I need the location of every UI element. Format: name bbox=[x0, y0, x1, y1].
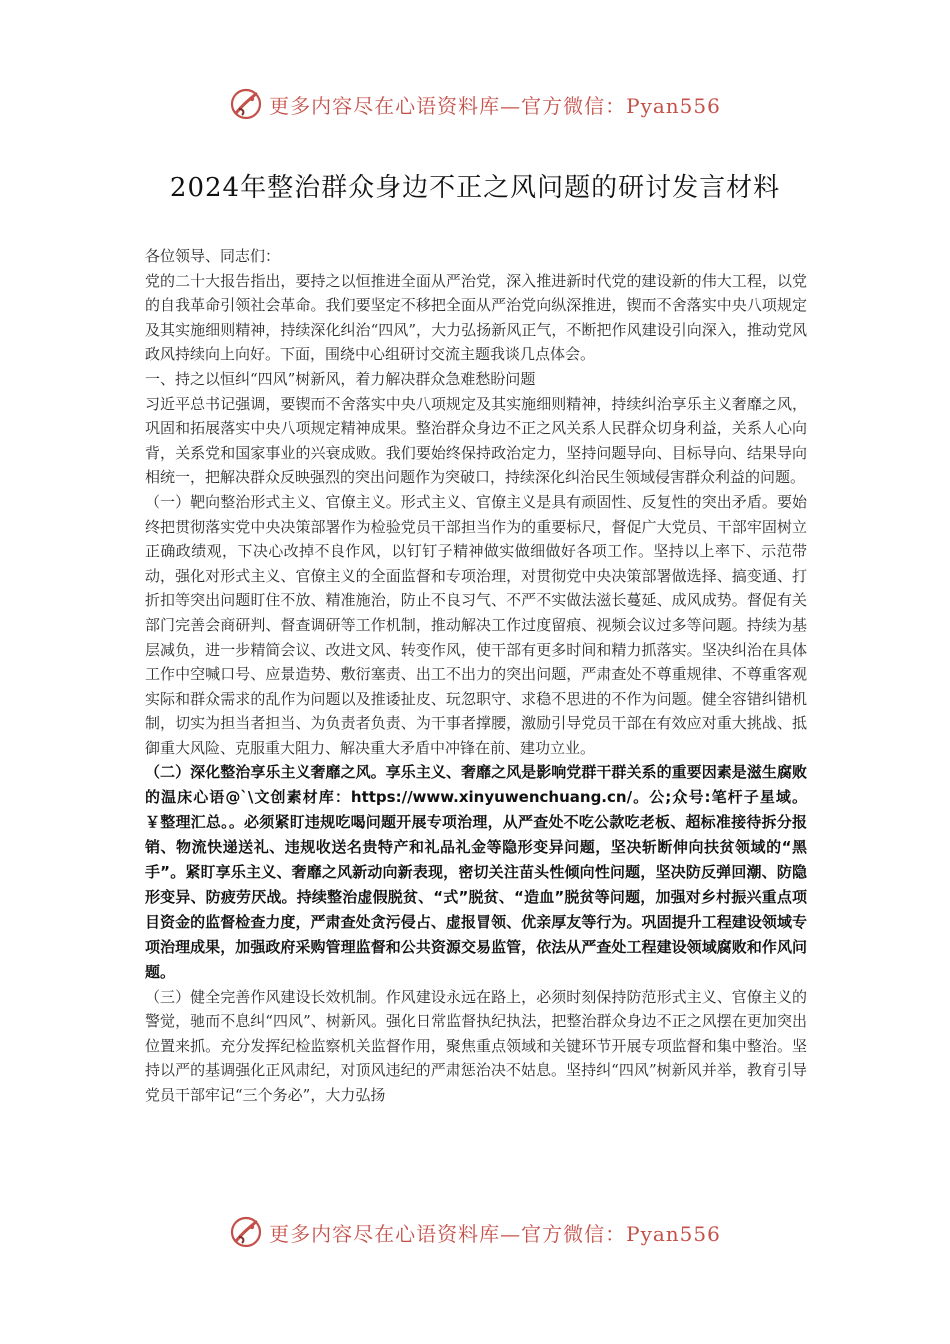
watermark-text: 更多内容尽在心语资料库—官方微信：Pyan556 bbox=[269, 1221, 721, 1246]
document-body bbox=[145, 244, 807, 1108]
paragraph-intro: 党的二十大报告指出，要持之以恒推进全面从严治党，深入推进新时代党的建设新的伟大工程，以党的自我革命引领社会革命。我们要坚定不移把全面从严治党向纵深推进，锲而不舍落实中央八项规定及其实施细则精神，持续深化纠治“四风”，大力弘扬新风正气，不断把作风建设引向深入，推动党风政风持续向上向好。下面，围绕中心组研讨交流主题我谈几点体会。 bbox=[145, 271, 807, 364]
watermark-text: 更多内容尽在心语资料库—官方微信：Pyan556 bbox=[269, 93, 721, 118]
paragraph-section-1: 习近平总书记强调，要锲而不舍落实中央八项规定及其实施细则精神，持续纠治享乐主义奢靡之风，巩固和拓展落实中央八项规定精神成果。整治群众身边不正之风关系人民群众切身利益，关系人心向背，关系党和国家事业的兴衰成败。我们要始终保持政治定力，坚持问题导向、目标导向、结果导向相统一，把解决群众反映强烈的突出问题作为突破口，持续深化纠治民生领域侵害群众利益的问题。 bbox=[145, 394, 807, 487]
brush-logo-icon bbox=[229, 87, 263, 121]
paragraph-subsection-1: （一）靶向整治形式主义、官僚主义。形式主义、官僚主义是具有顽固性、反复性的突出矛盾。要始终把贯彻落实党中央决策部署作为检验党员干部担当作为的重要标尺，督促广大党员、干部牢固树立正确政绩观，下决心改掉不良作风，以钉钉子精神做实做细做好各项工作。坚持以上率下、示范带动，强化对形式主义、官僚主义的全面监督和专项治理，对贯彻党中央决策部署做选择、搞变通、打折扣等突出问题盯住不放、精准施治，防止不良习气、不严不实做法滋长蔓延、成风成势。督促有关部门完善会商研判、督查调研等工作机制，推动解决工作过度留痕、视频会议过多等问题。持续为基层减负，进一步精简会议、改进文风、转变作风，使干部有更多时间和精力抓落实。坚决纠治在具体工作中空喊口号、应景造势、敷衍塞责、出工不出力的突出问题，严肃查处不尊重规律、不尊重客观实际和群众需求的乱作为问题以及推诿扯皮、玩忽职守、求稳不思进的不作为问题。健全容错纠错机制，切实为担当者担当、为负责者负责、为干事者撑腰，激励引导党员干部在有效应对重大挑战、抵御重大风险、克服重大阻力、解决重大矛盾中冲锋在前、建功立业。 bbox=[145, 492, 807, 757]
brush-logo-icon bbox=[229, 1215, 263, 1249]
paragraph-subsection-2: （二）深化整治享乐主义奢靡之风。享乐主义、奢靡之风是影响党群干群关系的重要因素是滋生腐败的温床心语@`\文创素材库：https://www.xinyuwenchuang.cn/。公;众号:笔杆子星域。￥整理汇总。。必须紧盯违规吃喝问题开展专项治理，从严查处不吃公款吃老板、超标准接待拆分报销、物流快递送礼、违规收送名贵特产和礼品礼金等隐形变异问题，坚决斩断伸向扶贫领域的“黑手”。紧盯享乐主义、奢靡之风新动向新表现，密切关注苗头性倾向性问题，坚决防反弹回潮、防隐形变异、防疲劳厌战。持续整治虚假脱贫、“式”脱贫、“造血”脱贫等问题，加强对乡村振兴重点项目资金的监督检查力度，严肃查处贪污侵占、虚报冒领、优亲厚友等行为。巩固提升工程建设领域专项治理成果，加强政府采购管理监督和公共资源交易监管，依法从严查处工程建设领域腐败和作风问题。 bbox=[145, 763, 807, 981]
watermark-banner-bottom bbox=[0, 1212, 950, 1252]
watermark-banner-top bbox=[0, 84, 950, 124]
document-title: 2024年整治群众身边不正之风问题的研讨发言材料 bbox=[169, 173, 781, 204]
section-heading-1: 一、持之以恒纠“四风”树新风，着力解决群众急难愁盼问题 bbox=[145, 369, 536, 388]
salutation: 各位领导、同志们： bbox=[145, 247, 281, 265]
paragraph-subsection-3: （三）健全完善作风建设长效机制。作风建设永远在路上，必须时刻保持防范形式主义、官僚主义的警觉，驰而不息纠“四风”、树新风。强化日常监督执纪执法，把整治群众身边不正之风摆在更加突出位置来抓。充分发挥纪检监察机关监督作用，聚焦重点领域和关键环节开展专项监督和集中整治。坚持以严的基调强化正风肃纪，对顶风违纪的严肃惩治决不姑息。坚持纠“四风”树新风并举，教育引导党员干部牢记“三个务必”，大力弘扬 bbox=[145, 987, 807, 1104]
